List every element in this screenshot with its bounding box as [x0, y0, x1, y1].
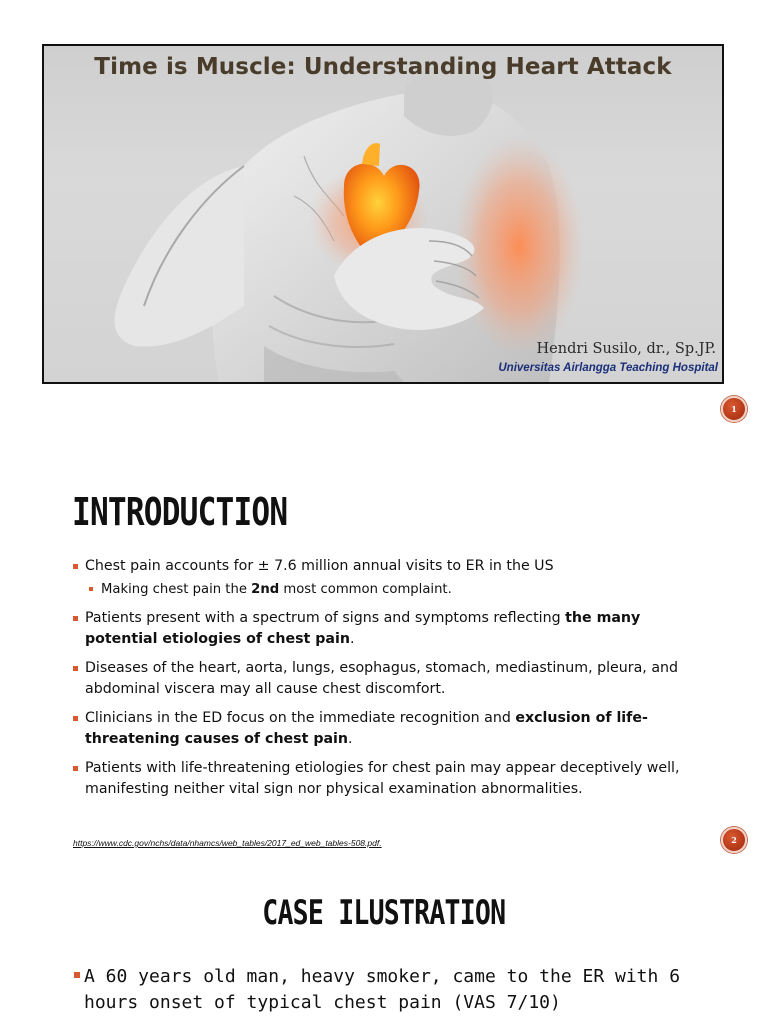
- institution-name: Universitas Airlangga Teaching Hospital: [498, 362, 718, 374]
- heart-attack-illustration: [44, 46, 722, 382]
- list-item: Patients with life-threatening etiologies for chest pain may appear deceptively well, manifesting neither vital sign nor physical examination abnormalities.: [72, 758, 712, 800]
- author-name: Hendri Susilo, dr., Sp.JP.: [536, 341, 716, 357]
- section-title-case: CASE ILUSTRATION: [262, 893, 506, 933]
- case-description: A 60 years old man, heavy smoker, came to the ER with 6 hours onset of typical chest pain (VAS 7/10): [84, 964, 684, 1016]
- slide-title: Time is Muscle: Understanding Heart Attack: [94, 54, 672, 80]
- bullet-marker: [74, 972, 80, 978]
- page-number-badge: 1: [721, 396, 747, 422]
- section-title-introduction: INTRODUCTION: [72, 490, 288, 534]
- list-item: Making chest pain the 2nd most common complaint.: [88, 579, 712, 600]
- list-item: Clinicians in the ED focus on the immediate recognition and exclusion of life-threatening causes of chest pain.: [72, 708, 712, 750]
- list-item: Diseases of the heart, aorta, lungs, esophagus, stomach, mediastinum, pleura, and abdominal viscera may all cause chest discomfort.: [72, 658, 712, 700]
- page-number-badge: 2: [721, 827, 747, 853]
- title-slide: [42, 44, 724, 384]
- source-link[interactable]: https://www.cdc.gov/nchs/data/nhamcs/web_tables/2017_ed_web_tables-508.pdf.: [73, 838, 382, 848]
- list-item: Chest pain accounts for ± 7.6 million annual visits to ER in the US: [72, 556, 712, 577]
- list-item: Patients present with a spectrum of signs and symptoms reflecting the many potential etiologies of chest pain.: [72, 608, 712, 650]
- introduction-bullets: [72, 556, 712, 808]
